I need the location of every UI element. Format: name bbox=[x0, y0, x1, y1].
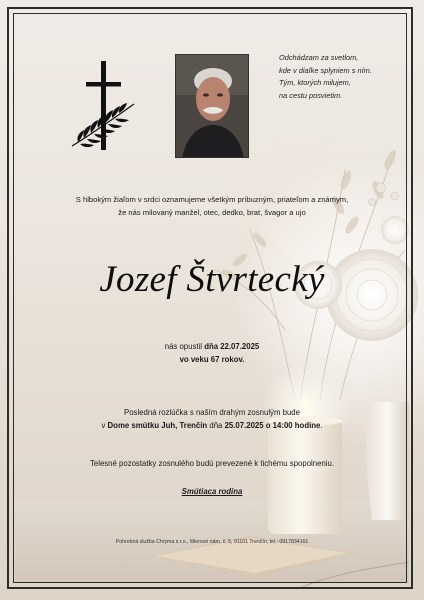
funeral-info bbox=[20, 406, 404, 433]
poem-line: Tým, ktorých milujem, bbox=[279, 78, 351, 88]
death-date: dňa 22.07.2025 bbox=[204, 342, 260, 351]
poem bbox=[279, 52, 409, 102]
announcement-text bbox=[20, 194, 404, 220]
deceased-name: Jozef Štvrtecký bbox=[99, 259, 325, 300]
funeral-middle: dňa bbox=[209, 421, 223, 431]
death-age: vo veku 67 rokov. bbox=[179, 355, 245, 365]
funeral-line-1: Posledná rozlúčka s naším drahým zosnulým bude bbox=[124, 408, 300, 417]
death-prefix: nás opustil bbox=[164, 342, 203, 351]
funeral-place: Dome smútku Juh, Trenčín bbox=[107, 421, 208, 431]
funeral-date: 25.07.2025 o 14:00 hodine bbox=[224, 421, 321, 431]
remains-text: Telesné pozostatky zosnulého budú prevezené k tichému spopolneniu. bbox=[89, 459, 335, 468]
portrait-photo bbox=[175, 54, 249, 158]
funeral-service-footer: Pohrebná služba Chryma s.r.o., Mierové nám. č. 5, 91101 Trenčín, tel.: 0917834161 bbox=[115, 539, 309, 545]
announcement-line-1: S hlbokým žiaľom v srdci oznamujeme všetkým príbuzným, priateľom a známym, bbox=[75, 195, 349, 204]
funeral-suffix: . bbox=[320, 421, 323, 431]
death-info bbox=[20, 340, 404, 367]
mourners-signature: Smútiaca rodina bbox=[181, 487, 243, 496]
funeral-prefix: v bbox=[101, 421, 106, 431]
announcement-line-2: že nás milovaný manžel, otec, dedko, brat, švagor a ujo bbox=[118, 207, 306, 217]
poem-line: kde v diaľke splyniem s ním. bbox=[279, 65, 372, 75]
poem-line: na cestu posvietim. bbox=[279, 90, 343, 100]
poem-line: Odchádzam za svetlom, bbox=[279, 53, 359, 62]
cross-with-palm-icon bbox=[68, 58, 148, 158]
